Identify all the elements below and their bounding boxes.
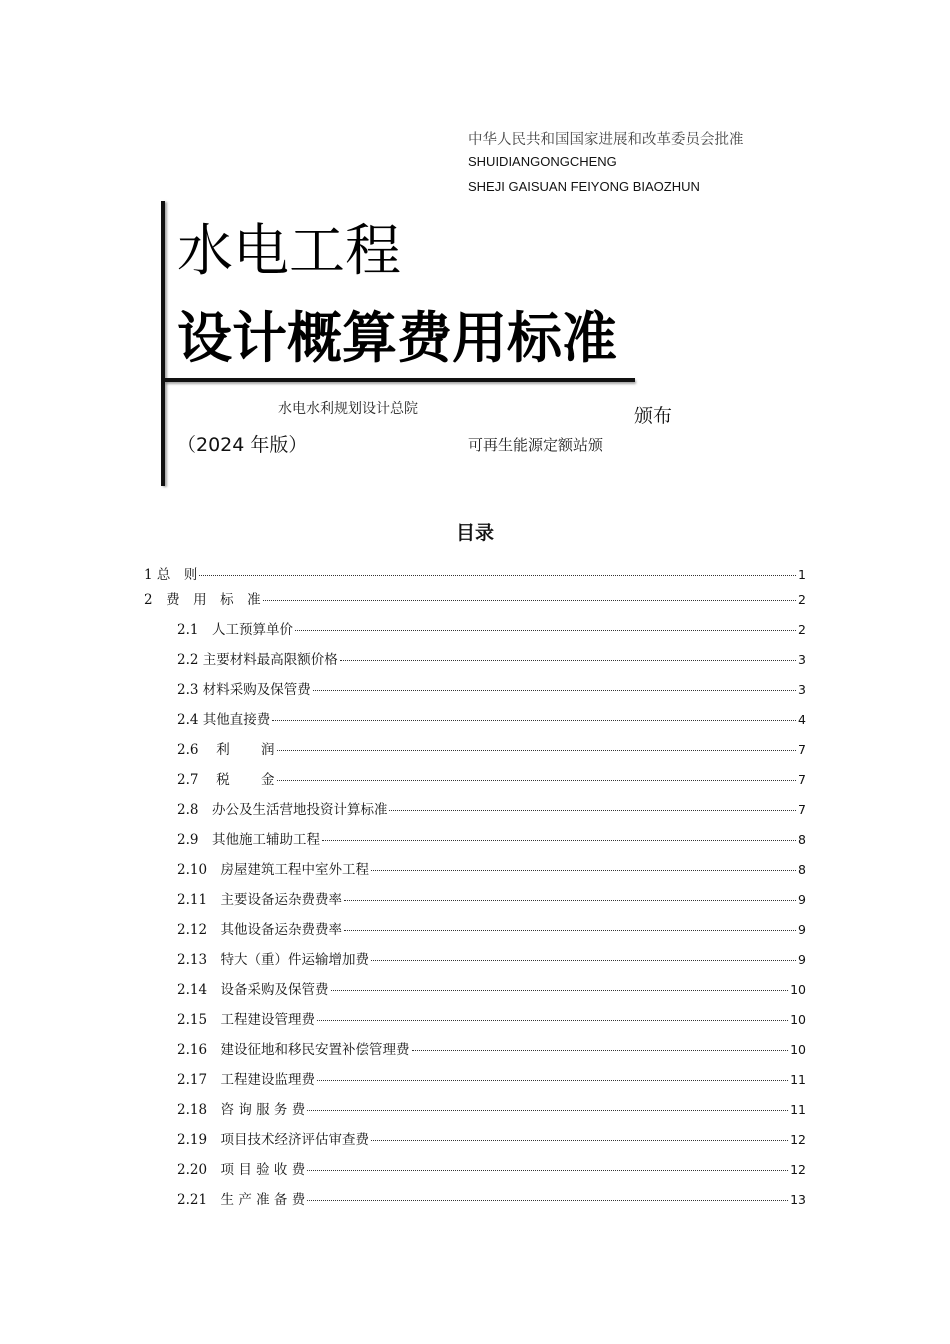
toc-entry-label: 2.11 主要设备运杂费费率 bbox=[177, 892, 343, 908]
toc-entry-page: 11 bbox=[790, 1072, 806, 1087]
toc-entry-page: 9 bbox=[798, 952, 806, 967]
approval-authority: 中华人民共和国国家进展和改革委员会批准 bbox=[468, 132, 744, 148]
toc-entry-label: 2.9 其他施工辅助工程 bbox=[177, 832, 320, 848]
toc-entry[interactable] bbox=[177, 1008, 806, 1028]
toc-entry[interactable] bbox=[177, 1098, 806, 1118]
toc-entry-label: 2.16 建设征地和移民安置补偿管理费 bbox=[177, 1042, 410, 1058]
toc-entry-label: 2.19 项目技术经济评估审查费 bbox=[177, 1132, 370, 1148]
toc-leader-dots bbox=[344, 929, 796, 931]
toc-entry[interactable] bbox=[177, 858, 806, 878]
toc-entry-label: 2.4 其他直接费 bbox=[177, 712, 271, 728]
toc-entry[interactable] bbox=[177, 888, 806, 908]
toc-entry-page: 2 bbox=[798, 592, 806, 607]
toc-leader-dots bbox=[371, 959, 796, 961]
toc-entry-page: 7 bbox=[798, 742, 806, 757]
edition: （2024 年版） bbox=[177, 434, 308, 456]
toc-entry-label: 2.3 材料采购及保管费 bbox=[177, 682, 311, 698]
toc-entry[interactable] bbox=[144, 588, 806, 608]
toc-entry-page: 11 bbox=[790, 1102, 806, 1117]
toc-leader-dots bbox=[317, 1079, 788, 1081]
toc-entry-page: 3 bbox=[798, 682, 806, 697]
toc-entry[interactable] bbox=[177, 678, 806, 698]
main-title-line1: 水电工程 bbox=[177, 219, 401, 284]
toc-leader-dots bbox=[331, 989, 789, 991]
toc-entry-page: 12 bbox=[790, 1132, 806, 1147]
toc-entry[interactable] bbox=[177, 1188, 806, 1208]
toc-entry[interactable] bbox=[177, 798, 806, 818]
toc-entry[interactable] bbox=[177, 648, 806, 668]
toc-entry-label: 2.18 咨 询 服 务 费 bbox=[177, 1102, 306, 1118]
toc-entry[interactable] bbox=[177, 978, 806, 998]
toc-leader-dots bbox=[340, 659, 796, 661]
toc-entry-label: 2.20 项 目 验 收 费 bbox=[177, 1162, 306, 1178]
toc-entry-label: 2.12 其他设备运杂费费率 bbox=[177, 922, 343, 938]
toc-entry-page: 13 bbox=[790, 1192, 806, 1207]
toc-entry-label: 2.2 主要材料最高限额价格 bbox=[177, 652, 338, 668]
toc-entry[interactable] bbox=[144, 563, 806, 583]
toc-entry-page: 1 bbox=[798, 567, 806, 582]
toc-entry-label: 2.17 工程建设监理费 bbox=[177, 1072, 316, 1088]
toc-entry[interactable] bbox=[177, 1068, 806, 1088]
cover-horizontal-rule bbox=[165, 378, 635, 382]
publisher: 水电水利规划设计总院 bbox=[278, 401, 418, 417]
toc-entry[interactable] bbox=[177, 708, 806, 728]
toc-entry-page: 7 bbox=[798, 772, 806, 787]
toc-entry-label: 2.7 税 金 bbox=[177, 772, 275, 788]
quota-station: 可再生能源定额站颁 bbox=[468, 436, 604, 454]
toc-entry[interactable] bbox=[177, 918, 806, 938]
toc-entry-page: 3 bbox=[798, 652, 806, 667]
toc-entry-page: 8 bbox=[798, 862, 806, 877]
toc-entry-label: 1 总 则 bbox=[144, 567, 198, 583]
pinyin-title-line2: SHEJI GAISUAN FEIYONG BIAOZHUN bbox=[468, 179, 700, 194]
toc-leader-dots bbox=[389, 809, 796, 811]
toc-entry-page: 12 bbox=[790, 1162, 806, 1177]
main-title-line2: 设计概算费用标准 bbox=[177, 306, 618, 370]
toc-leader-dots bbox=[322, 839, 796, 841]
toc-leader-dots bbox=[295, 629, 796, 631]
toc-entry-label: 2.10 房屋建筑工程中室外工程 bbox=[177, 862, 370, 878]
toc-entry-label: 2.14 设备采购及保管费 bbox=[177, 982, 329, 998]
toc-leader-dots bbox=[313, 689, 796, 691]
toc-entry-label: 2.6 利 润 bbox=[177, 742, 275, 758]
toc-leader-dots bbox=[272, 719, 796, 721]
toc-entry-page: 10 bbox=[790, 1042, 806, 1057]
toc-leader-dots bbox=[371, 869, 796, 871]
toc-leader-dots bbox=[277, 779, 796, 781]
pinyin-title-line1: SHUIDIANGONGCHENG bbox=[468, 154, 617, 169]
toc-leader-dots bbox=[277, 749, 796, 751]
toc-entry-page: 10 bbox=[790, 1012, 806, 1027]
toc-leader-dots bbox=[263, 599, 796, 601]
toc-leader-dots bbox=[307, 1109, 788, 1111]
toc-entry-label: 2.21 生 产 准 备 费 bbox=[177, 1192, 306, 1208]
toc-entry-page: 10 bbox=[790, 982, 806, 997]
toc-entry[interactable] bbox=[177, 948, 806, 968]
cover-vertical-rule bbox=[161, 201, 165, 486]
toc-leader-dots bbox=[307, 1199, 788, 1201]
toc-entry[interactable] bbox=[177, 738, 806, 758]
toc-leader-dots bbox=[412, 1049, 789, 1051]
toc-entry[interactable] bbox=[177, 1038, 806, 1058]
toc-entry[interactable] bbox=[177, 768, 806, 788]
toc-entry-page: 9 bbox=[798, 892, 806, 907]
toc-leader-dots bbox=[371, 1139, 788, 1141]
toc-leader-dots bbox=[344, 899, 796, 901]
toc-entry-label: 2.13 特大（重）件运输增加费 bbox=[177, 952, 370, 968]
toc-leader-dots bbox=[307, 1169, 788, 1171]
promulgate-label: 颁布 bbox=[634, 405, 673, 427]
toc-entry-label: 2 费 用 标 准 bbox=[144, 592, 261, 608]
toc-leader-dots bbox=[199, 574, 796, 576]
toc-entry-label: 2.15 工程建设管理费 bbox=[177, 1012, 316, 1028]
toc-entry-page: 4 bbox=[798, 712, 806, 727]
toc-heading: 目录 bbox=[455, 522, 494, 544]
toc-entry[interactable] bbox=[177, 828, 806, 848]
toc-entry-page: 8 bbox=[798, 832, 806, 847]
toc-entry-page: 7 bbox=[798, 802, 806, 817]
toc-entry[interactable] bbox=[177, 618, 806, 638]
toc-entry-page: 9 bbox=[798, 922, 806, 937]
toc-entry-label: 2.8 办公及生活营地投资计算标准 bbox=[177, 802, 388, 818]
toc-entry[interactable] bbox=[177, 1158, 806, 1178]
toc-entry[interactable] bbox=[177, 1128, 806, 1148]
toc-leader-dots bbox=[317, 1019, 788, 1021]
toc-entry-page: 2 bbox=[798, 622, 806, 637]
toc-entry-label: 2.1 人工预算单价 bbox=[177, 622, 293, 638]
